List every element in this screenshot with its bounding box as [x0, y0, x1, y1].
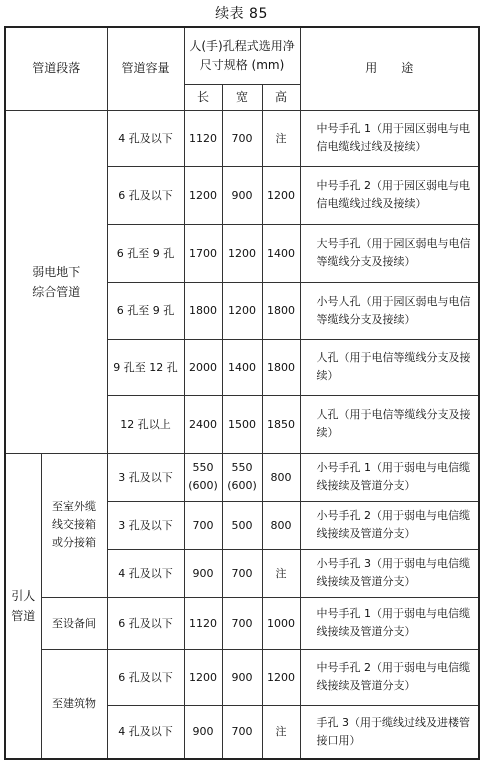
- cell-width: 700: [222, 597, 262, 649]
- cell-height: 1800: [262, 282, 300, 339]
- cell-height: 800: [262, 453, 300, 501]
- cell-height: 1000: [262, 597, 300, 649]
- cell-length: 1700: [184, 224, 222, 282]
- cell-width: 900: [222, 649, 262, 705]
- cell-height: 注: [262, 549, 300, 597]
- cell-capacity: 9 孔至 12 孔: [107, 339, 184, 395]
- cell-use: 小号手孔 1（用于弱电与电信缆线接续及管道分支）: [300, 453, 479, 501]
- cell-use: 人孔（用于电信等缆线分支及接续）: [300, 395, 479, 453]
- cell-use: 中号手孔 1（用于园区弱电与电信电缆线过线及接续）: [300, 110, 479, 166]
- header-capacity: 管道容量: [107, 27, 184, 110]
- cell-height: 800: [262, 501, 300, 549]
- cell-use: 小号手孔 3（用于弱电与电信缆线接续及管道分支）: [300, 549, 479, 597]
- cell-height: 1200: [262, 166, 300, 224]
- cell-width: 700: [222, 705, 262, 759]
- cell-length: 1800: [184, 282, 222, 339]
- header-section: 管道段落: [5, 27, 107, 110]
- cell-length: 1200: [184, 649, 222, 705]
- cell-capacity: 3 孔及以下: [107, 453, 184, 501]
- cell-length: 900: [184, 549, 222, 597]
- cell-length: 2400: [184, 395, 222, 453]
- cell-height: 1200: [262, 649, 300, 705]
- cell-capacity: 3 孔及以下: [107, 501, 184, 549]
- cell-use: 人孔（用于电信等缆线分支及接续）: [300, 339, 479, 395]
- cell-width: 700: [222, 549, 262, 597]
- header-length: 长: [184, 84, 222, 110]
- header-row: [5, 27, 479, 84]
- cell-height: 1400: [262, 224, 300, 282]
- cell-use: 手孔 3（用于缆线过线及进楼管接口用）: [300, 705, 479, 759]
- cell-capacity: 6 孔及以下: [107, 166, 184, 224]
- group-to-building: 至建筑物: [41, 649, 107, 759]
- group-weak-current: 弱电地下 综合管道: [5, 110, 107, 453]
- group-entry: 引人 管道: [5, 453, 41, 759]
- cell-capacity: 6 孔至 9 孔: [107, 282, 184, 339]
- cell-length: 700: [184, 501, 222, 549]
- cell-length: 900: [184, 705, 222, 759]
- cell-height: 注: [262, 705, 300, 759]
- cell-capacity: 4 孔及以下: [107, 549, 184, 597]
- cell-width: 1500: [222, 395, 262, 453]
- table-row: [5, 597, 479, 649]
- cell-width: 500: [222, 501, 262, 549]
- cell-capacity: 4 孔及以下: [107, 705, 184, 759]
- cell-capacity: 6 孔及以下: [107, 597, 184, 649]
- table-row: [5, 453, 479, 501]
- cell-width: 1200: [222, 224, 262, 282]
- cell-height: 注: [262, 110, 300, 166]
- cell-height: 1850: [262, 395, 300, 453]
- cell-use: 小号人孔（用于园区弱电与电信等缆线分支及接续）: [300, 282, 479, 339]
- header-width: 宽: [222, 84, 262, 110]
- cell-capacity: 4 孔及以下: [107, 110, 184, 166]
- table-row: [5, 110, 479, 166]
- cell-width: 900: [222, 166, 262, 224]
- cell-use: 中号手孔 1（用于弱电与电信缆线接续及管道分支）: [300, 597, 479, 649]
- cell-use: 小号手孔 2（用于弱电与电信缆线接续及管道分支）: [300, 501, 479, 549]
- cell-length: 2000: [184, 339, 222, 395]
- cell-width: 700: [222, 110, 262, 166]
- header-height: 高: [262, 84, 300, 110]
- cell-width: 1400: [222, 339, 262, 395]
- table-row: [5, 649, 479, 705]
- cell-height: 1800: [262, 339, 300, 395]
- cell-length: 1120: [184, 597, 222, 649]
- cell-length: 550 (600): [184, 453, 222, 501]
- cell-width: 550 (600): [222, 453, 262, 501]
- page-title: 续表 85: [215, 6, 268, 22]
- spec-table: [4, 26, 480, 760]
- cell-capacity: 6 孔至 9 孔: [107, 224, 184, 282]
- cell-length: 1120: [184, 110, 222, 166]
- cell-use: 中号手孔 2（用于园区弱电与电信电缆线过线及接续）: [300, 166, 479, 224]
- cell-capacity: 6 孔及以下: [107, 649, 184, 705]
- cell-capacity: 12 孔以上: [107, 395, 184, 453]
- header-use: 用 途: [300, 27, 479, 110]
- group-to-outdoor-cabinet: 至室外缆 线交接箱 或分接箱: [41, 453, 107, 597]
- cell-use: 中号手孔 2（用于弱电与电信缆线接续及管道分支）: [300, 649, 479, 705]
- cell-length: 1200: [184, 166, 222, 224]
- cell-width: 1200: [222, 282, 262, 339]
- header-size-group: 人(手)孔程式选用净尺寸规格 (mm): [184, 27, 300, 84]
- group-to-equipment-room: 至设备间: [41, 597, 107, 649]
- cell-use: 大号手孔（用于园区弱电与电信等缆线分支及接续）: [300, 224, 479, 282]
